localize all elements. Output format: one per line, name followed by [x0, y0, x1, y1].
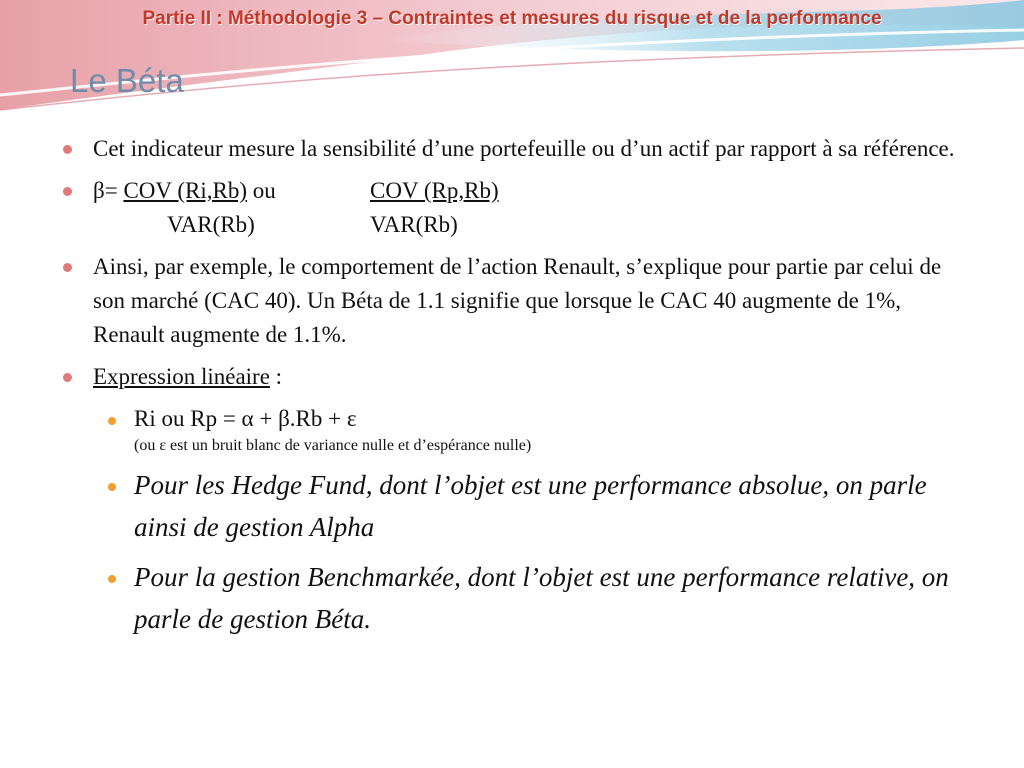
- bullet-dot-icon: [108, 417, 116, 425]
- beta-prefix: β=: [93, 178, 118, 203]
- bullet-text: Cet indicateur mesure la sensibilité d’une portefeuille ou d’un actif par rapport à sa référence.: [93, 136, 955, 161]
- benchmark-text: Pour la gestion Benchmarkée, dont l’objet est une performance relative, on parle de gestion Béta.: [134, 562, 949, 634]
- sub-bullet-item: [105, 464, 960, 548]
- formula-note: (ou ε est un bruit blanc de variance nulle et d’espérance nulle): [134, 437, 532, 454]
- bullet-item: [60, 132, 960, 166]
- expression-colon: :: [269, 364, 283, 389]
- var-rb-1: VAR(Rb): [167, 212, 255, 237]
- bullet-item: [60, 360, 960, 394]
- var-rb-2: VAR(Rb): [370, 212, 458, 237]
- linear-formula: Ri ou Rp = α + β.Rb + ε: [134, 406, 357, 431]
- sub-bullet-item: [105, 556, 960, 640]
- cov-ri-rb: COV (Ri,Rb): [123, 178, 247, 203]
- bullet-dot-icon: [63, 187, 72, 196]
- hedge-fund-text: Pour les Hedge Fund, dont l’objet est une performance absolue, on parle ainsi de gestion Alpha: [134, 470, 927, 542]
- bullet-dot-icon: [63, 145, 72, 154]
- sub-bullet-item: [105, 402, 960, 456]
- cov-rp-rb: COV (Rp,Rb): [370, 178, 499, 203]
- bullet-item: [60, 250, 960, 352]
- slide-content: [60, 132, 960, 640]
- bullet-dot-icon: [108, 575, 116, 583]
- beta-formula: [60, 174, 960, 242]
- expression-label: Expression linéaire: [93, 364, 270, 389]
- bullet-dot-icon: [63, 373, 72, 382]
- bullet-dot-icon: [63, 263, 72, 272]
- banner-title: Partie II : Méthodologie 3 – Contraintes et mesures du risque et de la performance: [142, 8, 882, 29]
- bullet-text: Ainsi, par exemple, le comportement de l’action Renault, s’explique pour partie par celui de son marché (CAC 40). Un Béta de 1.1 signifie que lorsque le CAC 40 augmente de 1%, Renault augmente de 1.1%.: [93, 254, 942, 347]
- slide-title: Le Béta: [70, 62, 184, 99]
- ou-text: ou: [252, 178, 276, 203]
- bullet-dot-icon: [108, 483, 116, 491]
